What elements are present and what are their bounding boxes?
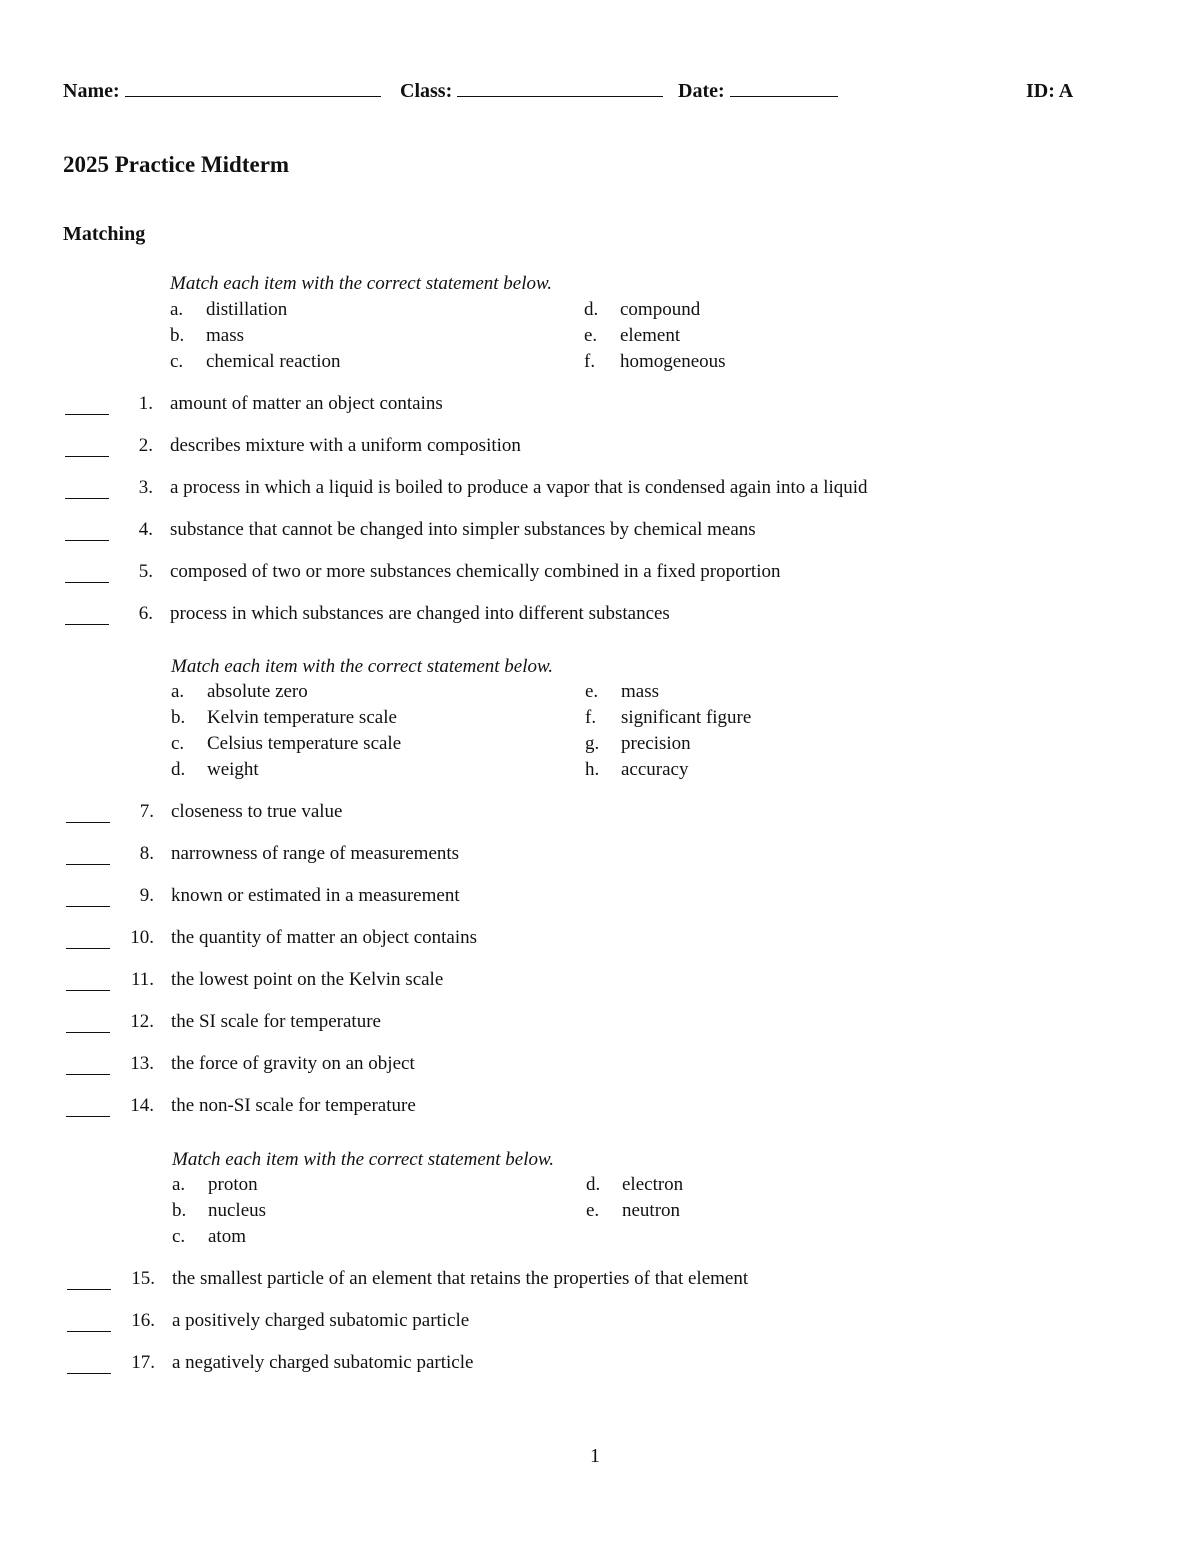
name-input-line[interactable] [125, 80, 381, 97]
option-item: c. atom [172, 1226, 246, 1247]
question-number: 6. [138, 603, 153, 624]
question-number: 9. [139, 885, 154, 906]
question-text: narrowness of range of measurements [171, 843, 460, 864]
question-text: a positively charged subatomic particle [172, 1310, 470, 1331]
option-item: e. mass [585, 681, 659, 702]
option-item: d. electron [586, 1174, 684, 1195]
group-3-instruction: Match each item with the correct statement below. [172, 1149, 555, 1170]
question-text: the force of gravity on an object [171, 1053, 415, 1074]
option-item: f. homogeneous [584, 351, 726, 372]
question-number: 10. [130, 927, 154, 948]
date-input-line[interactable] [730, 80, 838, 97]
option-item: d. weight [171, 759, 259, 780]
option-item: b. Kelvin temperature scale [171, 707, 397, 728]
question-number: 15. [131, 1268, 155, 1289]
question-text: the non-SI scale for temperature [171, 1095, 416, 1116]
question-text: the smallest particle of an element that retains the properties of that element [172, 1268, 749, 1289]
option-item: b. nucleus [172, 1200, 267, 1221]
option-item: g. precision [585, 733, 691, 754]
group-2-instruction: Match each item with the correct statement below. [171, 656, 554, 677]
group-1-instruction: Match each item with the correct statement below. [170, 273, 553, 294]
question-text: known or estimated in a measurement [171, 885, 460, 906]
question-text: a process in which a liquid is boiled to produce a vapor that is condensed again into a liquid [170, 477, 868, 498]
question-number: 11. [130, 969, 154, 990]
question-text: closeness to true value [171, 801, 343, 822]
question-number: 16. [131, 1310, 155, 1331]
date-label: Date: [678, 80, 725, 102]
question-text: amount of matter an object contains [170, 393, 443, 414]
option-item: c. Celsius temperature scale [171, 733, 402, 754]
question-text: substance that cannot be changed into simpler substances by chemical means [170, 519, 756, 540]
name-field [63, 80, 381, 103]
option-item: h. accuracy [585, 759, 689, 780]
question-number: 17. [131, 1352, 155, 1373]
question-number: 12. [130, 1011, 154, 1032]
option-item: e. element [584, 325, 681, 346]
question-number: 14. [130, 1095, 154, 1116]
class-label: Class: [400, 80, 453, 102]
question-text: the lowest point on the Kelvin scale [171, 969, 444, 990]
question-number: 4. [138, 519, 153, 540]
option-item: e. neutron [586, 1200, 681, 1221]
option-item: a. proton [172, 1174, 258, 1195]
question-text: a negatively charged subatomic particle [172, 1352, 474, 1373]
section-heading: Matching [63, 223, 146, 245]
option-item: b. mass [170, 325, 244, 346]
option-item: a. distillation [170, 299, 288, 320]
class-input-line[interactable] [457, 80, 663, 97]
question-number: 7. [139, 801, 154, 822]
option-item: d. compound [584, 299, 701, 320]
page-title: 2025 Practice Midterm [63, 152, 290, 177]
question-text: process in which substances are changed into different substances [170, 603, 670, 624]
question-number: 5. [138, 561, 153, 582]
option-item: c. chemical reaction [170, 351, 341, 372]
question-number: 8. [139, 843, 154, 864]
test-id: ID: A [1026, 80, 1074, 102]
question-text: describes mixture with a uniform composition [170, 435, 521, 456]
question-number: 3. [138, 477, 153, 498]
date-field [678, 80, 838, 103]
question-text: composed of two or more substances chemically combined in a fixed proportion [170, 561, 781, 582]
page-number: 1 [590, 1445, 600, 1467]
question-text: the quantity of matter an object contains [171, 927, 478, 948]
question-text: the SI scale for temperature [171, 1011, 381, 1032]
name-label: Name: [63, 80, 120, 102]
question-number: 13. [130, 1053, 154, 1074]
question-number: 2. [138, 435, 153, 456]
class-field [400, 80, 663, 103]
option-item: f. significant figure [585, 707, 752, 728]
question-number: 1. [138, 393, 153, 414]
option-item: a. absolute zero [171, 681, 308, 702]
